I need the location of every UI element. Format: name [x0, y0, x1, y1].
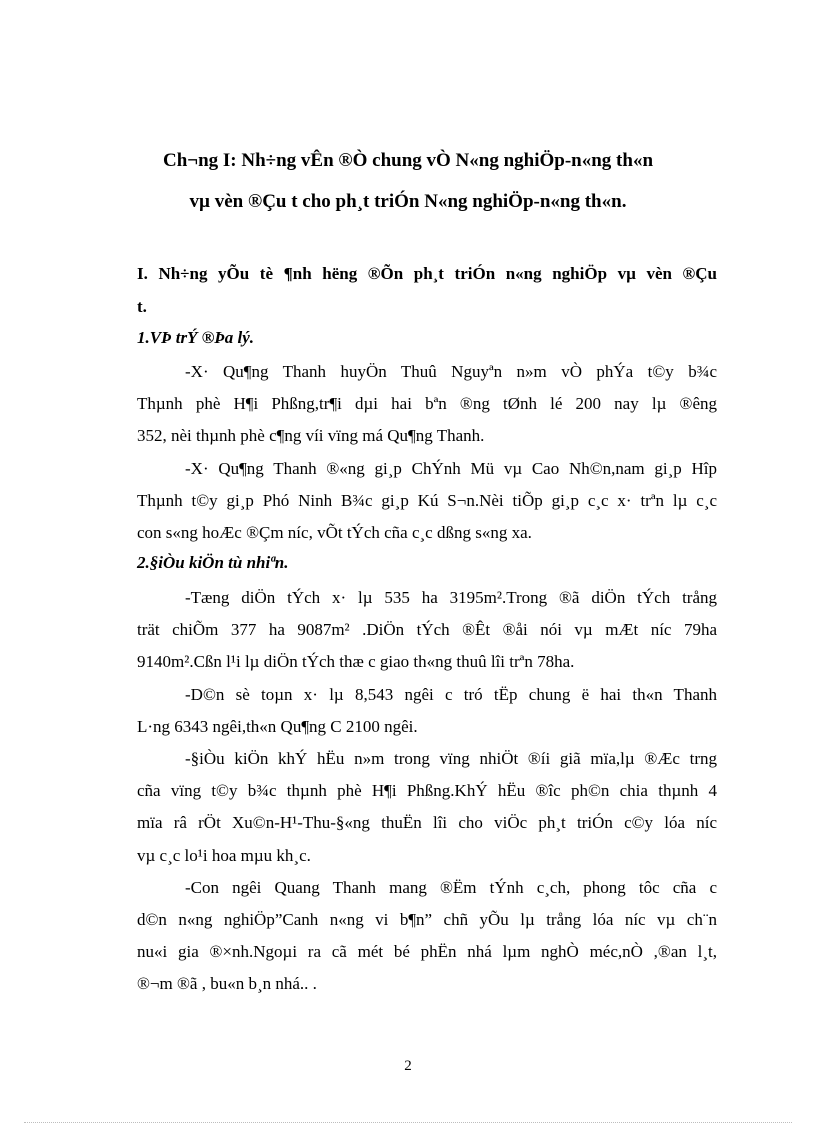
- section-title-line-2: t.: [137, 297, 147, 316]
- chapter-title-line-1: Ch¬ng I: Nh÷ng vÊn ®Ò chung vÒ N«ng nghiÖp-n«ng th«n: [162, 150, 654, 171]
- page-number: 2: [404, 1058, 412, 1074]
- paragraph-line: -D©n sè toµn x· lµ 8,543 ngêi c tró tËp chung ë hai th«n Thanh: [185, 685, 717, 704]
- paragraph-line: 9140m².Cßn l¹i lµ diÖn tÝch thæ c giao th«ng thuû lîi trªn 78ha.: [137, 652, 575, 671]
- paragraph-line: trät chiÕm 377 ha 9087m² .DiÖn tÝch ®Êt ®åi nói vµ mÆt níc 79ha: [137, 620, 717, 639]
- paragraph-line: L·ng 6343 ngêi,th«n Qu¶ng C 2100 ngêi.: [137, 717, 418, 736]
- subsection-heading-natural-conditions: 2.§iÒu kiÖn tù nhiªn.: [137, 553, 289, 572]
- paragraph-line: -Tæng diÖn tÝch x· lµ 535 ha 3195m².Trong ®ã diÖn tÝch trång: [185, 588, 717, 607]
- section-title-line-1: I. Nh÷ng yÕu tè ¶nh hëng ®Õn ph¸t triÓn n«ng nghiÖp vµ vèn ®Çu: [137, 264, 717, 283]
- paragraph-line: con s«ng hoÆc ®Çm níc, vÕt tÝch cña c¸c dßng s«ng xa.: [137, 523, 532, 542]
- paragraph-line: ®¬m ®ã , bu«n b¸n nhá.. .: [137, 974, 317, 993]
- subsection-heading-location: 1.VÞ trÝ ®Þa lý.: [137, 328, 255, 347]
- paragraph-line: -§iÒu kiÖn khÝ hËu n»m trong vïng nhiÖt ®íi giã mïa,lµ ®Æc trng: [185, 749, 717, 768]
- paragraph-line: cña vïng t©y b¾c thµnh phè H¶i Phßng.KhÝ hËu ®îc ph©n chia thµnh 4: [137, 781, 717, 800]
- paragraph-line: 352, nèi thµnh phè c¶ng víi vïng má Qu¶ng Thanh.: [137, 426, 485, 445]
- paragraph-line: mïa râ rÖt Xu©n-H¹-Thu-§«ng thuËn lîi cho viÖc ph¸t triÓn c©y lóa níc: [137, 813, 717, 832]
- chapter-title-line-2: vµ vèn ®Çu t cho ph¸t triÓn N«ng nghiÖp-n«ng th«n.: [189, 191, 627, 212]
- paragraph-line: Thµnh t©y gi¸p Phó Ninh B¾c gi¸p Kú S¬n.Nèi tiÕp gi¸p c¸c x· trªn lµ c¸c: [137, 491, 717, 510]
- paragraph-line: -X· Qu¶ng Thanh huyÖn Thuû Nguyªn n»m vÒ phÝa t©y b¾c: [185, 362, 717, 381]
- paragraph-line: vµ c¸c lo¹i hoa mµu kh¸c.: [137, 846, 311, 865]
- paragraph-line: Thµnh phè H¶i Phßng,tr¶i dµi hai bªn ®ng tØnh lé 200 nay lµ ®êng: [137, 394, 717, 413]
- paragraph-line: d©n n«ng nghiÖp”Canh n«ng vi b¶n” chñ yÕu lµ trång lóa níc vµ ch¨n: [137, 910, 717, 929]
- paragraph-line: nu«i gia ®×nh.Ngoµi ra cã mét bé phËn nhá lµm nghÒ méc,nÒ ,®an l¸t,: [137, 942, 717, 961]
- paragraph-line: -Con ngêi Quang Thanh mang ®Ëm tÝnh c¸ch, phong tôc cña c: [185, 878, 717, 897]
- paragraph-line: -X· Qu¶ng Thanh ®«ng gi¸p ChÝnh Mü vµ Cao Nh©n,nam gi¸p Hîp: [185, 459, 717, 478]
